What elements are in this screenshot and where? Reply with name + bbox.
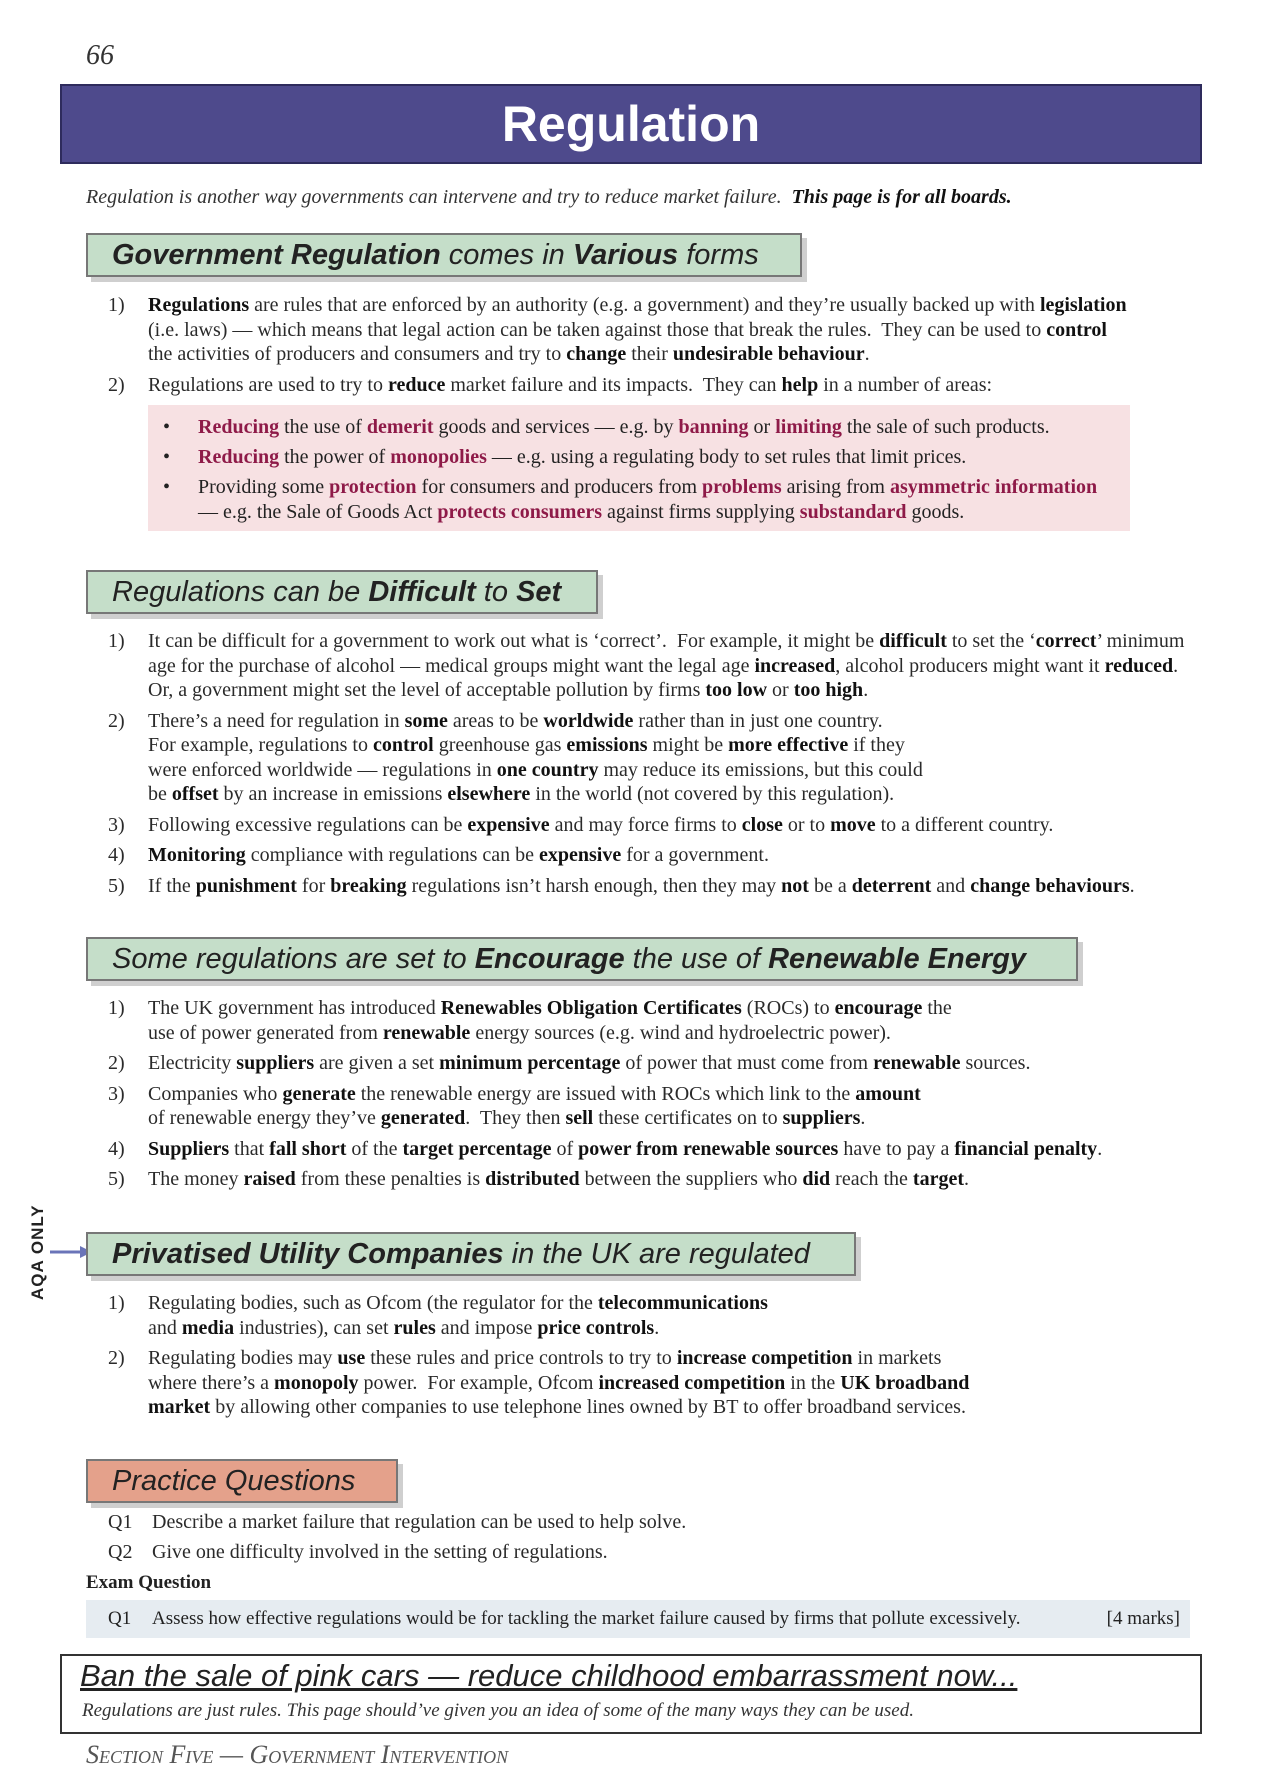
list-item: • Providing some protection for consumers and producers from problems arising from asymmetric information — e.g. the Sale of Goods Act protects consumers against firms supplying substandard goods. xyxy=(163,476,1098,523)
list-item: 1) The UK government has introduced Renewables Obligation Certificates (ROCs) to encourage the use of power generated from renewable energy sources (e.g. wind and hydroelectric power). xyxy=(108,997,952,1044)
exam-question-text: Assess how effective regulations would be for tackling the market failure caused by firms that pollute excessively. xyxy=(152,1608,1021,1629)
list-item: 1) It can be difficult for a government to work out what is ‘correct’. For example, it might be difficult to set the ‘correct’ minimum age for the purchase of alcohol — medical groups might want the legal age increased, alcohol producers might want it reduced. Or, a government might set the level of acceptable pollution by firms too low or too high. xyxy=(108,630,1185,701)
list-item: • Reducing the power of monopolies — e.g. using a regulating body to set rules that limit prices. xyxy=(163,446,967,468)
list-item: 2) Regulations are used to try to reduce market failure and its impacts. They can help in a number of areas: xyxy=(108,373,993,396)
section3-list xyxy=(108,996,1198,1198)
intro-boards: This page is for all boards. xyxy=(791,186,1012,208)
practice-question: Q1 Describe a market failure that regulation can be used to help solve. xyxy=(108,1511,687,1533)
page-title: Regulation xyxy=(60,84,1202,164)
intro-text xyxy=(86,186,1012,209)
aqa-only-label: AQA ONLY xyxy=(28,1204,47,1300)
exam-question-marks: [4 marks] xyxy=(1106,1608,1180,1629)
section-heading-difficult-to-set: Regulations can be Difficult to Set xyxy=(86,570,598,614)
practice-question: Q2 Give one difficulty involved in the setting of regulations. xyxy=(108,1541,608,1563)
list-item: 2) Regulating bodies may use these rules and price controls to try to increase competition in markets where there’s a monopoly power. For example, Ofcom increased competition in the UK broadband market by allowing other companies to use telephone lines owned by BT to offer broadband services. xyxy=(108,1347,970,1418)
exam-question-label: Exam Question xyxy=(86,1572,212,1593)
section-heading-renewable-energy: Some regulations are set to Encourage the use of Renewable Energy xyxy=(86,937,1078,981)
list-item: • Reducing the use of demerit goods and services — e.g. by banning or limiting the sale of such products. xyxy=(163,416,1050,438)
list-item: 2) Electricity suppliers are given a set minimum percentage of power that must come from renewable sources. xyxy=(108,1052,1031,1074)
practice-questions-heading: Practice Questions xyxy=(86,1459,398,1503)
section-heading-privatised-utilities: Privatised Utility Companies in the UK are regulated xyxy=(86,1232,856,1276)
list-item: 1) Regulations are rules that are enforced by an authority (e.g. a government) and they’re usually backed up with legislation (i.e. laws) — which means that legal action can be taken against those that break the rules. They can be used to control the activities of producers and consumers and try to change their undesirable behaviour. xyxy=(108,294,1127,365)
intro-sentence: Regulation is another way governments can intervene and try to reduce market failure. xyxy=(86,186,782,208)
list-item: 3) Following excessive regulations can be expensive and may force firms to close or to move to a different country. xyxy=(108,813,1054,836)
list-item: 4) Monitoring compliance with regulations can be expensive for a government. xyxy=(108,844,769,866)
areas-highlight-box xyxy=(148,405,1130,531)
section-heading-various-forms: Government Regulation comes in Various forms xyxy=(86,233,802,277)
list-item: 5) The money raised from these penalties is distributed between the suppliers who did reach the target. xyxy=(108,1168,969,1190)
exam-question-box xyxy=(86,1600,1190,1638)
list-item: 4) Suppliers that fall short of the target percentage of power from renewable sources have to pay a financial penalty. xyxy=(108,1137,1103,1160)
exam-question-number: Q1 xyxy=(108,1608,132,1629)
page-number: 66 xyxy=(86,40,114,71)
summary-text: Regulations are just rules. This page should’ve given you an idea of some of the many ways they can be used. xyxy=(82,1700,914,1721)
list-item: 5) If the punishment for breaking regulations isn’t harsh enough, then they may not be a deterrent and change behaviours. xyxy=(108,874,1135,897)
summary-title: Ban the sale of pink cars — reduce childhood embarrassment now... xyxy=(80,1658,1018,1693)
section4-list xyxy=(108,1291,1198,1426)
section-footer: Section Five — Government Intervention xyxy=(86,1740,509,1769)
list-item: 2) There’s a need for regulation in some areas to be worldwide rather than in just one country. For example, regulations to control greenhouse gas emissions might be more effective if they were enforced worldwide — regulations in one country may reduce its emissions, but this could be offset by an increase in emissions elsewhere in the world (not covered by this regulation). xyxy=(108,709,923,805)
summary-box xyxy=(60,1654,1202,1734)
section1-list xyxy=(108,293,1128,403)
list-item: 1) Regulating bodies, such as Ofcom (the regulator for the telecommunications and media industries), can set rules and impose price controls. xyxy=(108,1292,768,1339)
section2-list xyxy=(108,629,1198,904)
practice-question-list xyxy=(108,1507,686,1567)
list-item: 3) Companies who generate the renewable energy are issued with ROCs which link to the amount of renewable energy they’ve generated. They then sell these certificates on to suppliers. xyxy=(108,1082,921,1129)
